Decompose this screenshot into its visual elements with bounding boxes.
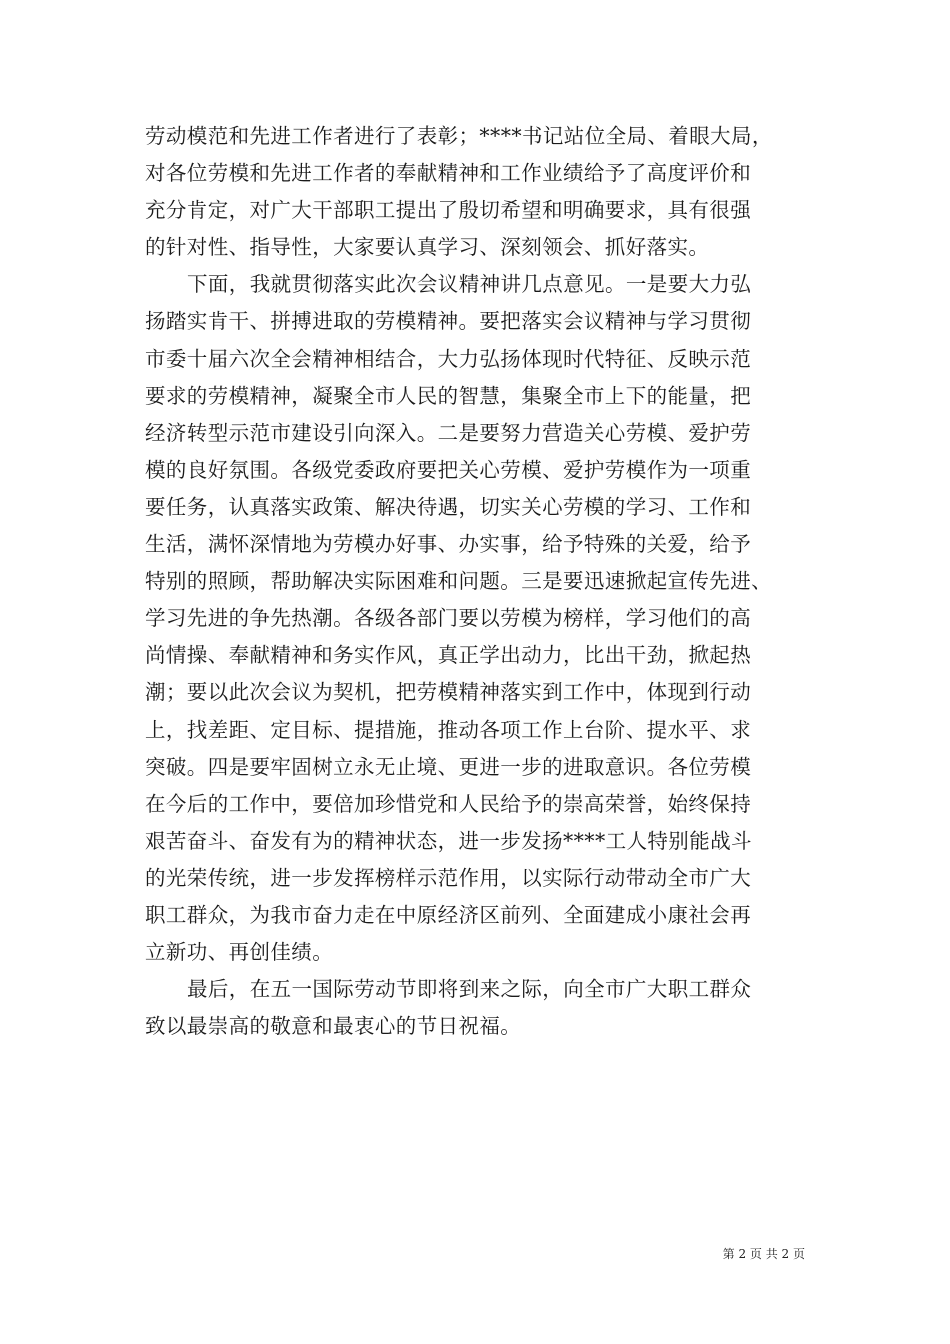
text-line: 最后，在五一国际劳动节即将到来之际，向全市广大职工群众 [187,977,752,1002]
text-line: 职工群众，为我市奋力走在中原经济区前列、全面建成小康社会再 [145,902,752,927]
text-line: 潮；要以此次会议为契机，把劳模精神落实到工作中，体现到行动 [145,680,752,705]
text-line: 立新功、再创佳绩。 [145,940,334,965]
text-line: 致以最崇高的敬意和最衷心的节日祝福。 [145,1014,522,1039]
text-line: 充分肯定，对广大干部职工提出了殷切希望和明确要求，具有很强 [145,198,752,223]
text-line: 市委十届六次全会精神相结合，大力弘扬体现时代特征、反映示范 [145,346,752,371]
page-number: 第 2 页 共 2 页 [722,1247,805,1261]
text-line: 下面，我就贯彻落实此次会议精神讲几点意见。一是要大力弘 [187,272,752,297]
text-line: 特别的照顾，帮助解决实际困难和问题。三是要迅速掀起宣传先进、 [145,569,772,594]
text-line: 艰苦奋斗、奋发有为的精神状态，进一步发扬****工人特别能战斗 [145,828,752,853]
text-line: 要任务，认真落实政策、解决待遇，切实关心劳模的学习、工作和 [145,494,752,519]
text-line: 劳动模范和先进工作者进行了表彰；****书记站位全局、着眼大局， [145,124,773,148]
paragraph [145,118,805,266]
paragraph [145,266,805,971]
text-line: 学习先进的争先热潮。各级各部门要以劳模为榜样，学习他们的高 [145,606,752,631]
text-line: 的针对性、指导性，大家要认真学习、深刻领会、抓好落实。 [145,235,710,260]
text-line: 突破。四是要牢固树立永无止境、更进一步的进取意识。各位劳模 [145,754,752,779]
body-text [145,118,805,1045]
text-line: 在今后的工作中，要倍加珍惜党和人民给予的崇高荣誉，始终保持 [145,791,752,816]
text-line: 经济转型示范市建设引向深入。二是要努力营造关心劳模、爱护劳 [145,420,752,445]
text-line: 模的良好氛围。各级党委政府要把关心劳模、爱护劳模作为一项重 [145,457,752,482]
text-line: 生活，满怀深情地为劳模办好事、办实事，给予特殊的关爱，给予 [145,532,752,557]
text-line: 的光荣传统，进一步发挥榜样示范作用，以实际行动带动全市广大 [145,865,752,890]
paragraph [145,971,805,1045]
text-line: 要求的劳模精神，凝聚全市人民的智慧，集聚全市上下的能量，把 [145,383,752,408]
text-line: 尚情操、奉献精神和务实作风，真正学出动力，比出干劲，掀起热 [145,643,752,668]
text-line: 上，找差距、定目标、提措施，推动各项工作上台阶、提水平、求 [145,717,752,742]
text-line: 对各位劳模和先进工作者的奉献精神和工作业绩给予了高度评价和 [145,161,752,186]
text-line: 扬踏实肯干、拼搏进取的劳模精神。要把落实会议精神与学习贯彻 [145,309,752,334]
